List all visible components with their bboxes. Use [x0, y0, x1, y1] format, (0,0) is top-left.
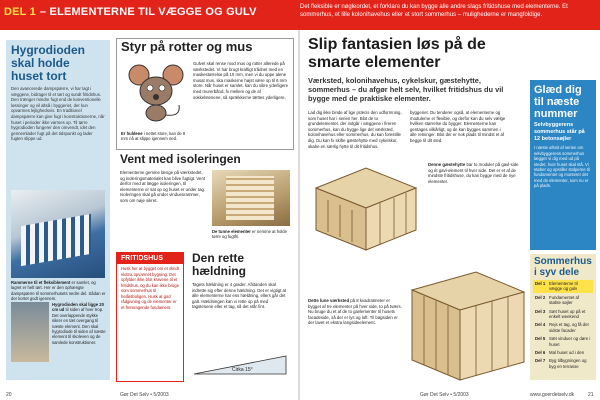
series-item — [533, 280, 593, 293]
series-part: Del 6 — [535, 350, 546, 356]
caption-text: på 8 kvadratmeter er bygget af tre elementer på hver side, to på tværs. Nu bruge du et af de to gavlementer til husets facadeside, så der er lys og luft. Til bagsiden er der lavet et ekstra langsideelement. — [308, 298, 402, 326]
fritidshus-title: FRITIDSHUS — [117, 253, 183, 264]
main-body-col2: byggeriet. Du tenderer også, at elementerne og modulerne er flexible, og derfor kan du selv vælge hvilken størrelse du bygger. Elementerne kan gentages vilkårligt, og de kan bygges sammen i alle retninger. Blot der er nok plads til mindst et af begge til dit sted. — [410, 110, 506, 143]
rats-body: Gulvet skal rense mod mus og rotter allerede på værkstedet. Vi har brugt kraftigt trådnet med en maskestørrelse på 10 mm, men vi du oppe alene musat mus, ska maskerne højst være op til 6 mm store. Når huset er samlet, kan du sikre yderligere med murerbånd, fx mellem og de af sokkelstenene, så sprækkerne tættes yderligere. — [193, 61, 289, 100]
series-item — [533, 308, 593, 321]
series-label: Sæt huset op på et enkelt weekend — [549, 308, 586, 320]
caption-bold: Hygrodioden skal ligge 20 cm ud — [52, 302, 104, 313]
series-label: Mal huset ud i den — [549, 350, 585, 356]
series-item — [533, 335, 593, 348]
main-subtitle: Værksted, kolonihavehus, cykelskur, gæstehytte, sommerhus – du afgør helt selv, hvilket fritidshus du vil bygge med de praktiske elementer. — [308, 76, 504, 103]
rats-title: Styr på rotter og mus — [121, 39, 253, 54]
slope-diagram — [192, 350, 288, 378]
hygrodiode-body: Den avancerede dampspærre, vi har lagt i væggene, bidrager til et tørt og sundt fritidshus. Den trænger mindre fugt end de konventionelle løsninger og vil altså i byggeriet, der kun opvarmes lejlighedsvis. En traditionel dampspærre kan give fugt i konstruktionerne, når huset i perioder ikke varmes op. Til tørre hygrodioden fungerer den omvendt, idet den gennemlader fugt på det tidspunkt og lader fugten slippe ud. — [11, 86, 105, 142]
series-item — [533, 357, 593, 370]
insulation-title: Vent med isoleringen — [120, 152, 241, 166]
header-intro: Det fleksible er nøgleordet, et forklare du kan bygge alle andre slags fritidshuse med elementerne. Et sommerhus, et lille kolonihavehus eller et stort sommerhus – mulighederne er mangfoldige. — [300, 4, 568, 18]
series-part: Del 3 — [535, 308, 546, 314]
insulation-body: Elementerne gemme længe på værkstedet, og isoleringsmaterialet kan blive fugtigt. Vent derfor med at lægge isoleringen, til elementerne er sat op og huset er under tag. Isoleringen skal gå under vinduesrammer, som om nøje sikret. — [120, 170, 206, 203]
section-title — [4, 6, 257, 18]
series-part: Del 1 — [535, 281, 546, 286]
diode-photo — [11, 302, 49, 362]
mouse-illustration — [125, 61, 187, 123]
series-label: Rejs et tag, og få det sidste facader — [549, 322, 589, 333]
series-part: Del 5 — [535, 336, 546, 342]
caption-bold: Dette lune værksted — [308, 298, 350, 303]
main-body-col1: Lad dig ikke binde af lige præcis den udformning, som huset har i serien her. Blot de to grundelementer, der indgår i væggene i fireren sommerhus, kan du bygge lige det værksted, kolonihavehus eller sommerhus, du kan forestille dig. Du kan fx skifte gæstehytte med cykelskur, skabe en særlig hytte til dit fritidshus. — [308, 110, 402, 149]
insulation-article — [116, 152, 292, 252]
workshop-drawing — [406, 266, 528, 386]
next-issue-box — [530, 80, 596, 250]
left-footer: Gør Det Selv • 5/2003 — [120, 392, 169, 398]
membrane-caption — [11, 280, 107, 302]
series-label: Elementerne til vægge og gulv — [549, 281, 578, 292]
left-page-number: 20 — [6, 392, 12, 398]
fritidshus-box — [116, 252, 184, 382]
guest-hut-drawing — [306, 158, 426, 254]
right-page — [300, 30, 600, 400]
caption-text: til siden af hver trop. Det overlappende stykke sikrer en tæt overgang til næste element. Den skal hygrodiode til siden af næste element til skoleven og de samlede konstruktioner. — [52, 307, 106, 345]
right-page-number: 21 — [588, 392, 594, 398]
series-part: Del 2 — [535, 294, 546, 300]
next-issue-body: I næste afsnit af serien om selvbyggerens sommerhus lægger vi dig med ud på stedet, hvor huset skal stå. Vi støber og opstiller stolperne til fundamentet og monterer det med de elementer, som nu er på plads. — [534, 145, 590, 189]
hygrodiode-article — [6, 40, 110, 380]
insulation-caption — [212, 229, 290, 240]
slope-title: Den rette hældning — [192, 251, 246, 278]
insulation-photo — [212, 170, 290, 226]
caption-text: i nettet store, kan de 8 mm nå at slippe igennem ned. — [121, 131, 186, 142]
series-item — [533, 349, 593, 356]
next-issue-subtitle: Selvbyggerens sommerhus står på 12 betonsøjler — [534, 122, 585, 142]
caption-text: bar to moduler på gavl-side og ét gavl-element til hver side. Det er et af de mindste fritidshuse, du kan bygge med de nye elementer. — [428, 162, 519, 184]
caption-bold: Rammerne til et fleksiblement — [11, 280, 71, 285]
website-url[interactable]: www.goerdetselv.dk — [530, 392, 575, 398]
section-heading: – ELEMENTERNE TIL VÆGGE OG GULV — [39, 6, 257, 18]
slope-body: Tagets hældning er 4 grader. Afstanden skal indrette sig efter denne hældning. Det er vigtigt at alle elementerne har ens hældning, ellers går det galt. Hældningen kan vi rette op på med tagstenene eller et tag, så det står fint. — [192, 282, 287, 310]
rats-caption — [121, 131, 189, 142]
series-label: Fundamentet af støbte søjler — [549, 294, 580, 306]
series-label: Byg tilbygningen og byg en terrasse — [549, 358, 587, 369]
caption-bold: Er huldene — [121, 131, 143, 136]
series-box — [530, 254, 596, 380]
workshop-caption — [308, 298, 404, 326]
section-number: DEL 1 — [4, 6, 36, 18]
left-page — [0, 30, 298, 400]
series-title: Sommerhus i syv dele — [534, 256, 592, 278]
fritidshus-body: Husk her at bygget om et skridt ekstra opvarmet bygning. Det opfylder ikke blot kravene til et fritidshus, og du kan ikke bruge som sommerhus til helårsboligen. Husk at god rådgivning og de elementer er et fremragende fundament. — [121, 266, 179, 310]
series-label: Sæt vinduer og døre i huset — [549, 336, 591, 347]
spread-header — [0, 0, 600, 30]
rats-article — [116, 38, 294, 150]
diode-caption — [52, 302, 108, 345]
series-item — [533, 294, 593, 307]
series-part: Del 4 — [535, 322, 546, 328]
caption-text: er nemme at holde tørre og fugtfri. — [212, 229, 287, 240]
hygrodiode-title: Hygrodioden skal holde huset tort — [11, 43, 85, 83]
caption-bold: De tunne elementer — [212, 229, 251, 234]
main-title: Slip fantasien løs på de smarte elementer — [308, 36, 486, 71]
slope-article — [188, 252, 292, 380]
slope-label: Cirka 15° — [232, 367, 253, 373]
caption-bold: Denne gæstehytte — [428, 162, 466, 167]
series-item — [533, 321, 593, 334]
next-issue-title: Glæd dig til næste nummer — [534, 84, 582, 120]
caption-text: er samlet, og lagret er helt tørt. Her er den ophængte dampspærre til sommerhusets nedre del. Sådan er der kortet godt igennem. — [11, 280, 106, 302]
guest-hut-caption — [428, 162, 524, 184]
membrane-photo — [11, 190, 105, 278]
series-part: Del 7 — [535, 358, 546, 364]
right-footer: Gør Det Selv • 5/2003 — [420, 392, 469, 398]
